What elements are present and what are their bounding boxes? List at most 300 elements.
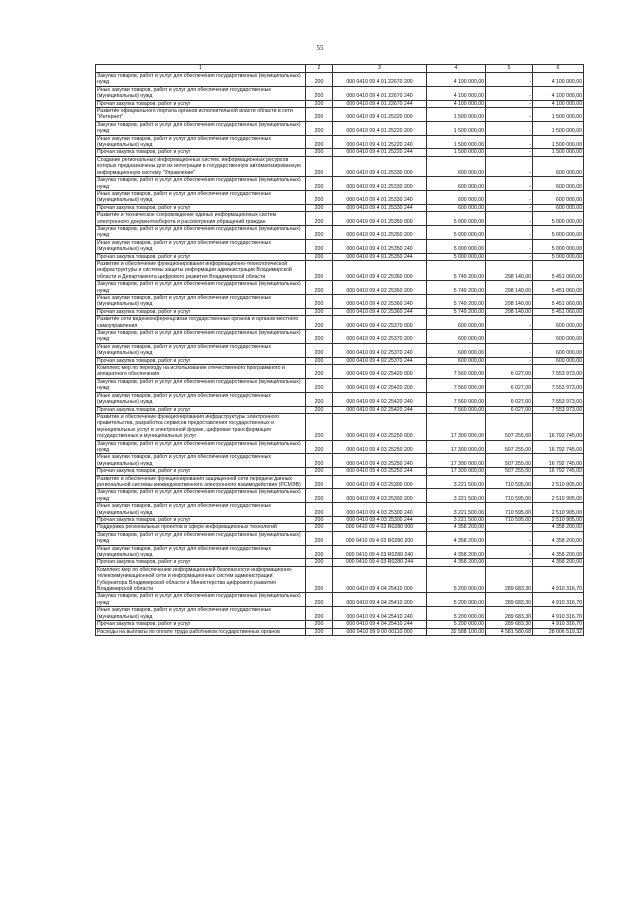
column-number: 4 (427, 65, 486, 73)
row-code-cell: 200 (306, 260, 333, 280)
row-classification-code-cell: 000 0410 09 4 04 25410 240 (333, 607, 427, 621)
row-change-amount-cell: 710 595,00 (486, 503, 533, 517)
row-classification-code-cell: 000 0410 09 4 01 25220 244 (333, 149, 427, 156)
budget-table (95, 64, 584, 636)
row-executed-amount-cell: 1 500 000,00 (533, 135, 584, 149)
row-change-amount-cell: - (486, 121, 533, 135)
table-row (96, 357, 584, 364)
row-executed-amount-cell: 5 451 060,00 (533, 308, 584, 315)
row-executed-amount-cell: 4 910 316,70 (533, 593, 584, 607)
row-change-amount-cell: - (486, 559, 533, 566)
row-classification-code-cell: 000 0410 09 4 03 25250 000 (333, 413, 427, 440)
row-executed-amount-cell: 600 000,00 (533, 330, 584, 344)
row-name-cell: Закупка товаров, работ и услуг для обеспечения государственных (муниципальных) нужд (96, 121, 306, 135)
table-row (96, 524, 584, 531)
table-row (96, 295, 584, 309)
row-change-amount-cell: - (486, 330, 533, 344)
row-change-amount-cell: 298 140,00 (486, 295, 533, 309)
row-approved-amount-cell: 5 000 000,00 (427, 225, 486, 239)
row-change-amount-cell: - (486, 545, 533, 559)
row-approved-amount-cell: 5 000 000,00 (427, 212, 486, 226)
table-row (96, 559, 584, 566)
row-code-cell: 200 (306, 621, 333, 628)
column-number: 6 (533, 65, 584, 73)
row-classification-code-cell: 000 0410 09 4 02 25420 244 (333, 406, 427, 413)
row-executed-amount-cell: 7 553 973,00 (533, 365, 584, 379)
row-code-cell: 200 (306, 281, 333, 295)
row-executed-amount-cell: 2 510 905,00 (533, 503, 584, 517)
row-code-cell: 200 (306, 475, 333, 489)
row-executed-amount-cell: 28 006 519,32 (533, 628, 584, 635)
row-approved-amount-cell: 3 221 500,00 (427, 503, 486, 517)
row-executed-amount-cell: 4 100 000,00 (533, 73, 584, 87)
row-change-amount-cell: 289 683,30 (486, 621, 533, 628)
row-executed-amount-cell: 7 553 973,00 (533, 392, 584, 406)
row-change-amount-cell: - (486, 86, 533, 100)
row-classification-code-cell: 000 0410 09 4 01 25330 000 (333, 156, 427, 176)
row-name-cell: Комплекс мер по переходу на использование отечественного программного и аппаратного обеспечения (96, 365, 306, 379)
row-classification-code-cell: 000 0410 09 4 01 25330 200 (333, 177, 427, 191)
row-change-amount-cell: 298 140,00 (486, 281, 533, 295)
row-executed-amount-cell: 600 000,00 (533, 190, 584, 204)
row-change-amount-cell: - (486, 343, 533, 357)
row-code-cell: 200 (306, 517, 333, 524)
row-executed-amount-cell: 5 000 000,00 (533, 253, 584, 260)
table-row (96, 204, 584, 211)
row-classification-code-cell: 000 0410 09 4 03 25300 200 (333, 489, 427, 503)
row-classification-code-cell: 000 0410 09 4 04 25410 000 (333, 566, 427, 593)
table-row (96, 468, 584, 475)
row-classification-code-cell: 000 0410 09 4 01 25330 240 (333, 190, 427, 204)
row-code-cell: 200 (306, 503, 333, 517)
row-change-amount-cell: 4 581 580,68 (486, 628, 533, 635)
row-change-amount-cell: - (486, 108, 533, 122)
table-row (96, 177, 584, 191)
row-change-amount-cell: 298 140,00 (486, 260, 533, 280)
table-row (96, 100, 584, 107)
row-approved-amount-cell: 7 560 000,00 (427, 392, 486, 406)
row-name-cell: Иные закупки товаров, работ и услуг для обеспечения государственных (муниципальных) нужд (96, 392, 306, 406)
row-executed-amount-cell: 4 358 200,00 (533, 531, 584, 545)
row-approved-amount-cell: 3 221 500,00 (427, 517, 486, 524)
row-code-cell: 200 (306, 308, 333, 315)
row-name-cell: Прочая закупка товаров, работ и услуг (96, 100, 306, 107)
row-approved-amount-cell: 4 358 200,00 (427, 524, 486, 531)
row-executed-amount-cell: 600 000,00 (533, 156, 584, 176)
row-approved-amount-cell: 7 560 000,00 (427, 406, 486, 413)
row-name-cell: Развитие официального портала органов исполнительной власти области в сети "Интернет" (96, 108, 306, 122)
row-approved-amount-cell: 4 358 200,00 (427, 531, 486, 545)
row-classification-code-cell: 000 0410 09 4 01 22670 244 (333, 100, 427, 107)
row-classification-code-cell: 000 0410 09 4 03 R0280 240 (333, 545, 427, 559)
row-change-amount-cell: - (486, 204, 533, 211)
row-executed-amount-cell: 5 000 000,00 (533, 239, 584, 253)
table-row (96, 440, 584, 454)
row-classification-code-cell: 000 0410 09 4 03 25300 240 (333, 503, 427, 517)
row-classification-code-cell: 000 0410 09 4 02 25370 200 (333, 330, 427, 344)
row-code-cell: 200 (306, 440, 333, 454)
table-row (96, 253, 584, 260)
table-row (96, 392, 584, 406)
table-row (96, 517, 584, 524)
page-number: 55 (316, 44, 324, 52)
row-executed-amount-cell: 7 553 973,00 (533, 378, 584, 392)
row-code-cell: 200 (306, 607, 333, 621)
row-executed-amount-cell: 16 792 745,00 (533, 468, 584, 475)
row-name-cell: Иные закупки товаров, работ и услуг для обеспечения государственных (муниципальных) нужд (96, 503, 306, 517)
column-number-row (96, 65, 584, 73)
column-number: 2 (306, 65, 333, 73)
row-name-cell: Закупка товаров, работ и услуг для обеспечения государственных (муниципальных) нужд (96, 330, 306, 344)
table-row (96, 475, 584, 489)
row-approved-amount-cell: 600 000,00 (427, 177, 486, 191)
table-row (96, 365, 584, 379)
row-code-cell: 200 (306, 156, 333, 176)
table-row (96, 531, 584, 545)
row-code-cell: 200 (306, 357, 333, 364)
row-code-cell: 200 (306, 100, 333, 107)
row-name-cell: Закупка товаров, работ и услуг для обеспечения государственных (муниципальных) нужд (96, 225, 306, 239)
row-classification-code-cell: 000 0410 09 4 02 25360 200 (333, 281, 427, 295)
table-row (96, 86, 584, 100)
table-body (96, 73, 584, 636)
row-approved-amount-cell: 1 500 000,00 (427, 135, 486, 149)
table-row (96, 149, 584, 156)
row-change-amount-cell: 289 683,30 (486, 593, 533, 607)
row-approved-amount-cell: 1 500 000,00 (427, 121, 486, 135)
row-change-amount-cell: 710 595,00 (486, 517, 533, 524)
row-code-cell: 200 (306, 316, 333, 330)
row-approved-amount-cell: 5 749 200,00 (427, 295, 486, 309)
row-approved-amount-cell: 5 000 000,00 (427, 253, 486, 260)
row-code-cell: 200 (306, 378, 333, 392)
row-approved-amount-cell: 600 000,00 (427, 156, 486, 176)
row-code-cell: 200 (306, 239, 333, 253)
row-name-cell: Прочая закупка товаров, работ и услуг (96, 559, 306, 566)
row-approved-amount-cell: 5 749 200,00 (427, 281, 486, 295)
row-change-amount-cell: - (486, 253, 533, 260)
row-change-amount-cell: 710 595,00 (486, 475, 533, 489)
row-classification-code-cell: 000 0410 09 4 03 R0280 200 (333, 531, 427, 545)
row-change-amount-cell: - (486, 531, 533, 545)
table-row (96, 135, 584, 149)
row-executed-amount-cell: 4 910 316,70 (533, 607, 584, 621)
table-row (96, 308, 584, 315)
row-name-cell: Закупка товаров, работ и услуг для обеспечения государственных (муниципальных) нужд (96, 73, 306, 87)
row-code-cell: 200 (306, 225, 333, 239)
row-classification-code-cell: 000 0410 09 4 02 25370 244 (333, 357, 427, 364)
row-approved-amount-cell: 3 221 500,00 (427, 475, 486, 489)
row-executed-amount-cell: 1 500 000,00 (533, 121, 584, 135)
row-name-cell: Комплекс мер по обеспечению информационной безопасности информационно-телекоммуникационной сети и информационных систем администрации Губернатора Владимирской области и Министерства цифрового развития Владимирской области (96, 566, 306, 593)
row-approved-amount-cell: 600 000,00 (427, 316, 486, 330)
row-change-amount-cell: - (486, 316, 533, 330)
row-code-cell: 200 (306, 454, 333, 468)
table-row (96, 225, 584, 239)
row-change-amount-cell: - (486, 190, 533, 204)
row-change-amount-cell: 6 027,00 (486, 365, 533, 379)
table-row (96, 621, 584, 628)
row-name-cell: Прочая закупка товаров, работ и услуг (96, 517, 306, 524)
row-name-cell: Прочая закупка товаров, работ и услуг (96, 149, 306, 156)
table-row (96, 330, 584, 344)
column-number: 1 (96, 65, 306, 73)
row-approved-amount-cell: 4 100 000,00 (427, 100, 486, 107)
row-name-cell: Иные закупки товаров, работ и услуг для обеспечения государственных (муниципальных) нужд (96, 545, 306, 559)
row-name-cell: Развитие и обеспечение функционирования информационно-технологической инфраструктуры и системы защиты информации администрации Владимирской области и Департамента цифрового развития Владимирской области (96, 260, 306, 280)
row-executed-amount-cell: 5 000 000,00 (533, 212, 584, 226)
table-row (96, 108, 584, 122)
row-classification-code-cell: 000 0410 09 4 04 25410 200 (333, 593, 427, 607)
row-change-amount-cell: 6 027,00 (486, 378, 533, 392)
row-code-cell: 200 (306, 149, 333, 156)
row-executed-amount-cell: 16 792 745,00 (533, 454, 584, 468)
row-approved-amount-cell: 5 749 200,00 (427, 260, 486, 280)
row-approved-amount-cell: 17 300 000,00 (427, 454, 486, 468)
row-classification-code-cell: 000 0410 09 4 01 25350 244 (333, 253, 427, 260)
row-executed-amount-cell: 5 451 060,00 (533, 281, 584, 295)
table-row (96, 545, 584, 559)
row-change-amount-cell: - (486, 135, 533, 149)
row-executed-amount-cell: 600 000,00 (533, 357, 584, 364)
row-approved-amount-cell: 32 588 100,00 (427, 628, 486, 635)
row-approved-amount-cell: 4 100 000,00 (427, 86, 486, 100)
table-row (96, 190, 584, 204)
row-approved-amount-cell: 3 221 500,00 (427, 489, 486, 503)
row-change-amount-cell: - (486, 73, 533, 87)
row-executed-amount-cell: 5 000 000,00 (533, 225, 584, 239)
row-name-cell: Прочая закупка товаров, работ и услуг (96, 468, 306, 475)
row-approved-amount-cell: 600 000,00 (427, 357, 486, 364)
row-classification-code-cell: 000 0410 09 4 03 25250 244 (333, 468, 427, 475)
row-name-cell: Развитие и техническое сопровождение единых информационных систем электронного документооборота и рассмотрения обращений граждан (96, 212, 306, 226)
row-approved-amount-cell: 600 000,00 (427, 190, 486, 204)
table-row (96, 454, 584, 468)
table-row (96, 156, 584, 176)
row-change-amount-cell: - (486, 357, 533, 364)
row-approved-amount-cell: 4 358 200,00 (427, 559, 486, 566)
row-code-cell: 200 (306, 177, 333, 191)
table-row (96, 503, 584, 517)
row-name-cell: Закупка товаров, работ и услуг для обеспечения государственных (муниципальных) нужд (96, 281, 306, 295)
row-code-cell: 200 (306, 295, 333, 309)
row-name-cell: Прочая закупка товаров, работ и услуг (96, 308, 306, 315)
row-classification-code-cell: 000 0410 09 9 00 00110 000 (333, 628, 427, 635)
row-change-amount-cell: 289 683,30 (486, 607, 533, 621)
table-row (96, 607, 584, 621)
row-classification-code-cell: 000 0410 09 4 02 25420 000 (333, 365, 427, 379)
row-classification-code-cell: 000 0410 09 4 01 25350 000 (333, 212, 427, 226)
row-change-amount-cell: - (486, 212, 533, 226)
row-name-cell: Иные закупки товаров, работ и услуг для обеспечения государственных (муниципальных) нужд (96, 239, 306, 253)
row-code-cell: 200 (306, 121, 333, 135)
row-approved-amount-cell: 1 500 000,00 (427, 108, 486, 122)
column-number: 5 (486, 65, 533, 73)
row-approved-amount-cell: 7 560 000,00 (427, 365, 486, 379)
row-classification-code-cell: 000 0410 09 4 01 25220 200 (333, 121, 427, 135)
row-approved-amount-cell: 17 300 000,00 (427, 468, 486, 475)
row-executed-amount-cell: 600 000,00 (533, 204, 584, 211)
row-change-amount-cell: 507 255,00 (486, 454, 533, 468)
row-executed-amount-cell: 2 510 905,00 (533, 475, 584, 489)
row-name-cell: Иные закупки товаров, работ и услуг для обеспечения государственных (муниципальных) нужд (96, 135, 306, 149)
row-code-cell: 200 (306, 566, 333, 593)
table-row (96, 413, 584, 440)
row-code-cell: 200 (306, 531, 333, 545)
table-row (96, 260, 584, 280)
row-executed-amount-cell: 4 910 316,70 (533, 566, 584, 593)
row-approved-amount-cell: 4 358 200,00 (427, 545, 486, 559)
table-row (96, 343, 584, 357)
row-approved-amount-cell: 5 200 000,00 (427, 566, 486, 593)
row-approved-amount-cell: 5 749 200,00 (427, 308, 486, 315)
row-name-cell: Иные закупки товаров, работ и услуг для обеспечения государственных (муниципальных) нужд (96, 86, 306, 100)
table-row (96, 406, 584, 413)
row-classification-code-cell: 000 0410 09 4 03 25250 240 (333, 454, 427, 468)
row-change-amount-cell: 6 027,00 (486, 406, 533, 413)
row-executed-amount-cell: 1 500 000,00 (533, 108, 584, 122)
row-classification-code-cell: 000 0410 09 4 02 25360 244 (333, 308, 427, 315)
row-classification-code-cell: 000 0410 09 4 03 25300 244 (333, 517, 427, 524)
row-executed-amount-cell: 4 100 000,00 (533, 86, 584, 100)
row-code-cell: 200 (306, 413, 333, 440)
row-change-amount-cell: 6 027,00 (486, 392, 533, 406)
row-classification-code-cell: 000 0410 09 4 01 25330 244 (333, 204, 427, 211)
row-classification-code-cell: 000 0410 09 4 02 25360 000 (333, 260, 427, 280)
row-code-cell: 200 (306, 489, 333, 503)
row-name-cell: Поддержка региональных проектов в сфере информационных технологий (96, 524, 306, 531)
row-change-amount-cell: 298 140,00 (486, 308, 533, 315)
row-classification-code-cell: 000 0410 09 4 01 25220 000 (333, 108, 427, 122)
table-row (96, 212, 584, 226)
row-approved-amount-cell: 1 500 000,00 (427, 149, 486, 156)
row-name-cell: Закупка товаров, работ и услуг для обеспечения государственных (муниципальных) нужд (96, 593, 306, 607)
row-name-cell: Создание региональных информационных систем, информационных ресурсов которых предназначены для их интеграции в государственную автоматизированную информационную систему "Управление" (96, 156, 306, 176)
table-row (96, 316, 584, 330)
row-name-cell: Прочая закупка товаров, работ и услуг (96, 406, 306, 413)
row-code-cell: 200 (306, 330, 333, 344)
row-code-cell: 200 (306, 365, 333, 379)
row-change-amount-cell: 507 255,00 (486, 468, 533, 475)
row-code-cell: 200 (306, 545, 333, 559)
row-classification-code-cell: 000 0410 09 4 04 25410 244 (333, 621, 427, 628)
row-executed-amount-cell: 600 000,00 (533, 177, 584, 191)
row-name-cell: Прочая закупка товаров, работ и услуг (96, 204, 306, 211)
row-executed-amount-cell: 7 553 973,00 (533, 406, 584, 413)
row-code-cell: 200 (306, 253, 333, 260)
row-name-cell: Прочая закупка товаров, работ и услуг (96, 621, 306, 628)
row-name-cell: Иные закупки товаров, работ и услуг для обеспечения государственных (муниципальных) нужд (96, 454, 306, 468)
row-executed-amount-cell: 5 451 060,00 (533, 260, 584, 280)
row-change-amount-cell: - (486, 100, 533, 107)
row-name-cell: Иные закупки товаров, работ и услуг для обеспечения государственных (муниципальных) нужд (96, 607, 306, 621)
row-approved-amount-cell: 600 000,00 (427, 330, 486, 344)
row-code-cell: 200 (306, 73, 333, 87)
row-code-cell: 200 (306, 628, 333, 635)
row-name-cell: Развитие и обеспечение функционирования инфраструктуры электронного правительства, разработка сервисов предоставления государственных и муниципальных услуг в электронной форме, цифровая трансформация государственных и муниципальных услуг (96, 413, 306, 440)
row-name-cell: Прочая закупка товаров, работ и услуг (96, 253, 306, 260)
row-executed-amount-cell: 600 000,00 (533, 316, 584, 330)
row-approved-amount-cell: 600 000,00 (427, 204, 486, 211)
row-name-cell: Иные закупки товаров, работ и услуг для обеспечения государственных (муниципальных) нужд (96, 190, 306, 204)
row-code-cell: 200 (306, 190, 333, 204)
row-classification-code-cell: 000 0410 09 4 01 22670 240 (333, 86, 427, 100)
row-code-cell: 200 (306, 108, 333, 122)
row-name-cell: Иные закупки товаров, работ и услуг для обеспечения государственных (муниципальных) нужд (96, 343, 306, 357)
row-code-cell: 200 (306, 468, 333, 475)
row-change-amount-cell: - (486, 156, 533, 176)
row-change-amount-cell: - (486, 225, 533, 239)
row-executed-amount-cell: 4 100 000,00 (533, 100, 584, 107)
row-executed-amount-cell: 4 358 200,00 (533, 524, 584, 531)
table-row (96, 121, 584, 135)
row-code-cell: 200 (306, 559, 333, 566)
row-change-amount-cell: 289 683,30 (486, 566, 533, 593)
row-change-amount-cell: 507 255,00 (486, 440, 533, 454)
row-code-cell: 200 (306, 86, 333, 100)
row-classification-code-cell: 000 0410 09 4 02 25370 240 (333, 343, 427, 357)
row-name-cell: Расходы на выплаты по оплате труда работников государственных органов (96, 628, 306, 635)
row-classification-code-cell: 000 0410 09 4 01 25350 200 (333, 225, 427, 239)
row-approved-amount-cell: 5 200 000,00 (427, 607, 486, 621)
table-row (96, 73, 584, 87)
row-approved-amount-cell: 17 300 000,00 (427, 413, 486, 440)
row-classification-code-cell: 000 0410 09 4 03 R0280 244 (333, 559, 427, 566)
row-approved-amount-cell: 5 200 000,00 (427, 593, 486, 607)
row-name-cell: Закупка товаров, работ и услуг для обеспечения государственных (муниципальных) нужд (96, 378, 306, 392)
row-approved-amount-cell: 600 000,00 (427, 343, 486, 357)
row-name-cell: Развитие сети видеоконференцсвязи государственных органов и органов местного самоуправления (96, 316, 306, 330)
row-name-cell: Прочая закупка товаров, работ и услуг (96, 357, 306, 364)
row-classification-code-cell: 000 0410 09 4 01 25350 240 (333, 239, 427, 253)
table-row (96, 566, 584, 593)
row-approved-amount-cell: 5 000 000,00 (427, 239, 486, 253)
row-classification-code-cell: 000 0410 09 4 01 22670 200 (333, 73, 427, 87)
row-approved-amount-cell: 4 100 000,00 (427, 73, 486, 87)
row-executed-amount-cell: 2 510 905,00 (533, 517, 584, 524)
row-name-cell: Закупка товаров, работ и услуг для обеспечения государственных (муниципальных) нужд (96, 440, 306, 454)
row-code-cell: 200 (306, 593, 333, 607)
row-classification-code-cell: 000 0410 09 4 02 25370 000 (333, 316, 427, 330)
table-row (96, 489, 584, 503)
row-name-cell: Закупка товаров, работ и услуг для обеспечения государственных (муниципальных) нужд (96, 489, 306, 503)
column-number: 3 (333, 65, 427, 73)
row-executed-amount-cell: 16 792 745,00 (533, 440, 584, 454)
row-classification-code-cell: 000 0410 09 4 03 25300 000 (333, 475, 427, 489)
row-executed-amount-cell: 1 500 000,00 (533, 149, 584, 156)
row-code-cell: 200 (306, 204, 333, 211)
row-change-amount-cell: 710 595,00 (486, 489, 533, 503)
row-change-amount-cell: - (486, 177, 533, 191)
row-executed-amount-cell: 16 792 745,00 (533, 413, 584, 440)
row-change-amount-cell: - (486, 149, 533, 156)
row-code-cell: 200 (306, 343, 333, 357)
row-name-cell: Закупка товаров, работ и услуг для обеспечения государственных (муниципальных) нужд (96, 531, 306, 545)
row-executed-amount-cell: 5 451 060,00 (533, 295, 584, 309)
row-classification-code-cell: 000 0410 09 4 02 25420 200 (333, 378, 427, 392)
table-row (96, 281, 584, 295)
row-code-cell: 200 (306, 524, 333, 531)
row-executed-amount-cell: 4 910 316,70 (533, 621, 584, 628)
row-change-amount-cell: - (486, 524, 533, 531)
row-classification-code-cell: 000 0410 09 4 02 25360 240 (333, 295, 427, 309)
table-row (96, 628, 584, 635)
row-executed-amount-cell: 4 358 200,00 (533, 559, 584, 566)
row-name-cell: Иные закупки товаров, работ и услуг для обеспечения государственных (муниципальных) нужд (96, 295, 306, 309)
row-name-cell: Закупка товаров, работ и услуг для обеспечения государственных (муниципальных) нужд (96, 177, 306, 191)
row-classification-code-cell: 000 0410 09 4 01 25220 240 (333, 135, 427, 149)
row-code-cell: 200 (306, 406, 333, 413)
